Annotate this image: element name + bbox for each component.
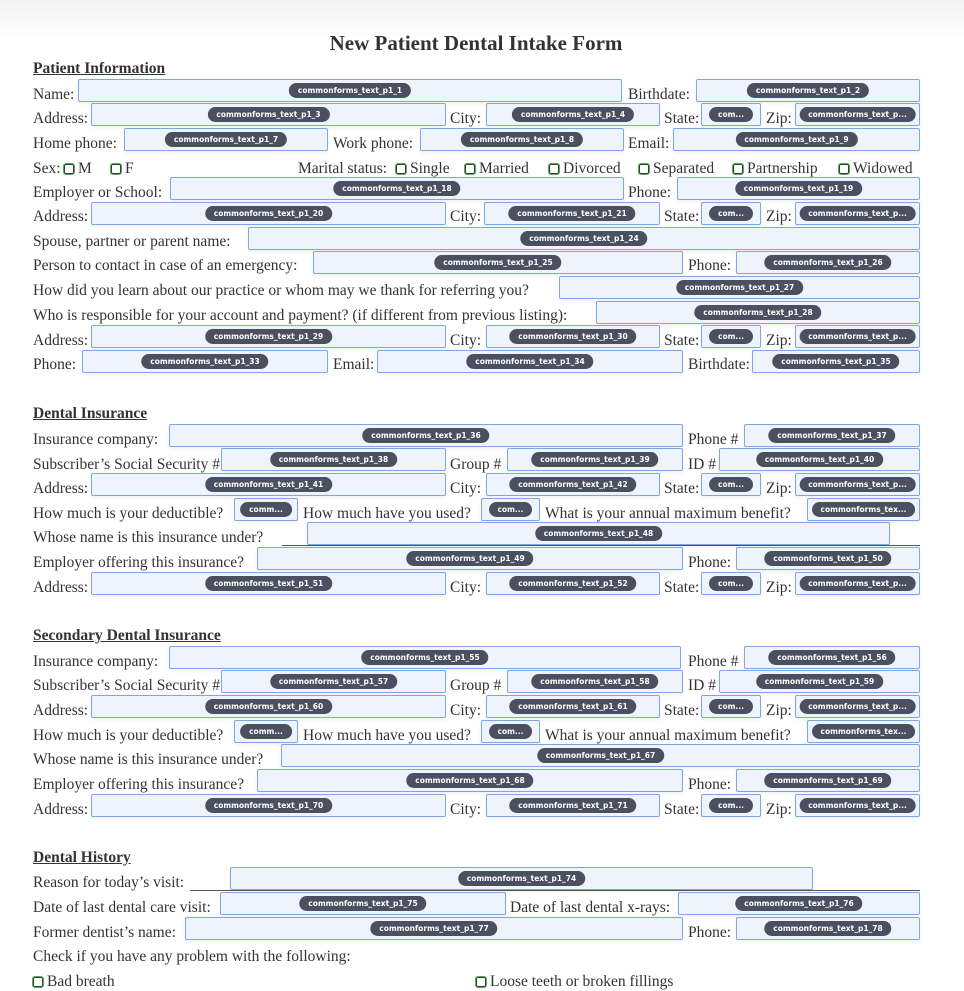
- field-tag: commonforms_text_p1_38: [270, 452, 397, 467]
- secondary-insured-name-field[interactable]: [281, 744, 920, 767]
- insurance-employer-address-field[interactable]: [91, 572, 446, 595]
- underline-rule: [282, 545, 920, 546]
- field-tag: commonforms_text_p...: [799, 206, 916, 221]
- field-tag: com...: [709, 798, 753, 813]
- employer-offering-label: Employer offering this insurance?: [33, 554, 245, 571]
- annual-max-label: What is your annual maximum benefit?: [545, 727, 791, 744]
- field-tag: com...: [709, 576, 753, 591]
- field-tag: com...: [709, 477, 753, 492]
- field-tag: commonforms_text_p1_78: [764, 921, 891, 936]
- spouse-field[interactable]: [248, 227, 920, 250]
- checkbox-icon[interactable]: [33, 977, 43, 987]
- insurance-company-label: Insurance company:: [33, 431, 159, 448]
- problem-option-bad-breath[interactable]: Bad breath: [33, 973, 115, 991]
- former-dentist-field[interactable]: [185, 917, 683, 940]
- name-field[interactable]: [78, 79, 622, 102]
- marital-option-divorced[interactable]: Divorced: [549, 160, 621, 178]
- employer-school-field[interactable]: [170, 177, 624, 200]
- insurance-city-field[interactable]: [486, 473, 660, 496]
- field-tag: commonforms_tex...: [812, 502, 916, 517]
- field-tag: commonforms_text_p1_3: [207, 107, 329, 122]
- field-tag: commonforms_text_p1_61: [509, 699, 636, 714]
- phone-hash-label: Phone #: [688, 431, 739, 448]
- problem-option-loose-teeth[interactable]: Loose teeth or broken fillings: [476, 973, 673, 991]
- reason-visit-label: Reason for today’s visit:: [33, 874, 185, 891]
- field-tag: commonforms_text_p1_19: [735, 181, 862, 196]
- zip-label: Zip:: [766, 332, 792, 349]
- insurance-employer-field[interactable]: [257, 547, 683, 570]
- field-tag: commonforms_text_p1_69: [764, 773, 891, 788]
- emergency-contact-field[interactable]: [313, 251, 683, 274]
- group-number-field[interactable]: [507, 448, 683, 471]
- employer-state-field[interactable]: [701, 202, 761, 225]
- field-tag: commonforms_text_p1_39: [531, 452, 658, 467]
- secondary-subscriber-ssn-field[interactable]: [221, 670, 446, 693]
- insurance-zip-field[interactable]: [795, 473, 920, 496]
- zip-label: Zip:: [766, 480, 792, 497]
- employer-phone-label: Phone:: [628, 184, 672, 201]
- patient-state-field[interactable]: [701, 103, 761, 126]
- sex-option-m[interactable]: M: [64, 160, 92, 178]
- field-tag: commonforms_text_p1_68: [406, 773, 533, 788]
- field-tag: commonforms_text_p1_25: [434, 255, 561, 270]
- sex-option-f[interactable]: F: [111, 160, 134, 178]
- birthdate-field[interactable]: [696, 79, 920, 102]
- checkbox-icon[interactable]: [476, 977, 486, 987]
- field-tag: com...: [709, 107, 753, 122]
- secondary-zip-field[interactable]: [795, 695, 920, 718]
- field-tag: commonforms_text_p1_58: [531, 674, 658, 689]
- former-dentist-phone-field[interactable]: [736, 917, 920, 940]
- address-label: Address:: [33, 702, 89, 719]
- state-label: State:: [664, 702, 700, 719]
- id-label: ID #: [688, 677, 716, 694]
- field-tag: commonforms_text_p1_24: [520, 231, 647, 246]
- field-tag: commonforms_text_p1_70: [205, 798, 332, 813]
- responsible-address-field[interactable]: [91, 325, 446, 348]
- field-tag: commonforms_text_p1_35: [772, 354, 899, 369]
- marital-option-married[interactable]: Married: [465, 160, 529, 178]
- city-label: City:: [450, 579, 482, 596]
- address-label: Address:: [33, 332, 89, 349]
- state-label: State:: [664, 208, 700, 225]
- insurance-company-field[interactable]: [169, 424, 683, 447]
- responsible-email-field[interactable]: [377, 350, 683, 373]
- insurance-employer-phone-field[interactable]: [736, 547, 920, 570]
- checkbox-icon[interactable]: [465, 164, 475, 174]
- state-label: State:: [664, 332, 700, 349]
- field-tag: commonforms_text_p1_75: [299, 896, 426, 911]
- address-label: Address:: [33, 208, 89, 225]
- secondary-employer-zip-field[interactable]: [795, 794, 920, 817]
- employer-city-field[interactable]: [484, 202, 660, 225]
- field-tag: commonforms_text_p1_20: [205, 206, 332, 221]
- field-tag: commonforms_text_p...: [799, 329, 916, 344]
- city-label: City:: [450, 332, 482, 349]
- section-dental-history: Dental History: [33, 849, 131, 866]
- employer-school-label: Employer or School:: [33, 184, 163, 201]
- responsible-party-field[interactable]: [596, 301, 920, 324]
- responsible-phone-field[interactable]: [82, 350, 328, 373]
- work-phone-label: Work phone:: [333, 135, 414, 152]
- emergency-phone-field[interactable]: [736, 251, 920, 274]
- marital-option-single[interactable]: Single: [396, 160, 450, 178]
- city-label: City:: [450, 208, 482, 225]
- secondary-annual-max-field[interactable]: [807, 720, 920, 743]
- birthdate-label: Birthdate:: [628, 86, 690, 103]
- responsible-zip-field[interactable]: [795, 325, 920, 348]
- field-tag: commonforms_text_p1_59: [756, 674, 883, 689]
- section-secondary-insurance: Secondary Dental Insurance: [33, 627, 221, 644]
- insurance-employer-city-field[interactable]: [486, 572, 660, 595]
- annual-max-field[interactable]: [807, 498, 920, 521]
- checkbox-icon[interactable]: [839, 164, 849, 174]
- emergency-phone-label: Phone:: [688, 257, 732, 274]
- secondary-insurance-company-field[interactable]: [169, 646, 681, 669]
- city-label: City:: [450, 702, 482, 719]
- patient-address-field[interactable]: [91, 103, 446, 126]
- address-label: Address:: [33, 801, 89, 818]
- field-tag: commonforms_text_p1_52: [509, 576, 636, 591]
- employer-phone-field[interactable]: [677, 177, 920, 200]
- group-label: Group #: [450, 456, 502, 473]
- id-label: ID #: [688, 456, 716, 473]
- employer-offering-label: Employer offering this insurance?: [33, 776, 245, 793]
- group-label: Group #: [450, 677, 502, 694]
- email-label: Email:: [333, 356, 375, 373]
- state-label: State:: [664, 801, 700, 818]
- field-tag: commonforms_text_p1_29: [205, 329, 332, 344]
- field-tag: commonforms_text_p1_8: [461, 132, 583, 147]
- last-xray-field[interactable]: [678, 892, 920, 915]
- name-label: Name:: [33, 86, 75, 103]
- id-number-field[interactable]: [719, 448, 920, 471]
- email-label: Email:: [628, 135, 670, 152]
- phone-hash-label: Phone #: [688, 653, 739, 670]
- secondary-insurance-phone-field[interactable]: [744, 646, 920, 669]
- check-problems-label: Check if you have any problem with the following:: [33, 948, 351, 965]
- field-tag: com...: [709, 329, 753, 344]
- used-label: How much have you used?: [303, 727, 471, 744]
- field-tag: commonforms_text_p...: [799, 798, 916, 813]
- insurance-employer-state-field[interactable]: [701, 572, 761, 595]
- section-dental-insurance: Dental Insurance: [33, 405, 148, 422]
- work-phone-field[interactable]: [420, 128, 624, 151]
- patient-zip-field[interactable]: [795, 103, 920, 126]
- form-title: New Patient Dental Intake Form: [329, 31, 623, 55]
- secondary-employer-field[interactable]: [257, 769, 683, 792]
- field-tag: commonforms_text_p1_41: [205, 477, 332, 492]
- responsible-city-field[interactable]: [486, 325, 660, 348]
- phone-label: Phone:: [688, 776, 732, 793]
- former-dentist-label: Former dentist’s name:: [33, 924, 176, 941]
- used-amount-field[interactable]: [481, 498, 540, 521]
- marital-option-widowed[interactable]: Widowed: [839, 160, 913, 178]
- phone-label: Phone:: [688, 924, 732, 941]
- state-label: State:: [664, 480, 700, 497]
- field-tag: com...: [489, 502, 533, 517]
- secondary-employer-phone-field[interactable]: [736, 769, 920, 792]
- field-tag: commonforms_text_p1_77: [370, 921, 497, 936]
- secondary-employer-city-field[interactable]: [486, 794, 660, 817]
- field-tag: commonforms_text_p1_74: [458, 871, 585, 886]
- secondary-deductible-field[interactable]: [234, 720, 298, 743]
- field-tag: comm...: [240, 724, 292, 739]
- state-label: State:: [664, 110, 700, 127]
- section-patient-information: Patient Information: [33, 60, 166, 77]
- field-tag: com...: [709, 206, 753, 221]
- insurance-company-label: Insurance company:: [33, 653, 159, 670]
- subscriber-ssn-label: Subscriber’s Social Security #: [33, 456, 220, 473]
- city-label: City:: [450, 801, 482, 818]
- field-tag: commonforms_text_p...: [799, 477, 916, 492]
- email-field[interactable]: [673, 128, 920, 151]
- field-tag: commonforms_text_p1_34: [466, 354, 593, 369]
- home-phone-label: Home phone:: [33, 135, 117, 152]
- city-label: City:: [450, 480, 482, 497]
- address-label: Address:: [33, 579, 89, 596]
- responsible-state-field[interactable]: [701, 325, 761, 348]
- insurance-address-field[interactable]: [91, 473, 446, 496]
- field-tag: commonforms_text_p1_37: [768, 428, 895, 443]
- field-tag: comm...: [240, 502, 292, 517]
- city-label: City:: [450, 110, 482, 127]
- field-tag: commonforms_text_p1_40: [756, 452, 883, 467]
- address-label: Address:: [33, 110, 89, 127]
- address-label: Address:: [33, 480, 89, 497]
- patient-city-field[interactable]: [486, 103, 660, 126]
- checkbox-icon[interactable]: [64, 164, 74, 174]
- subscriber-ssn-field[interactable]: [221, 448, 446, 471]
- last-xray-label: Date of last dental x-rays:: [510, 899, 671, 916]
- field-tag: commonforms_text_p1_55: [361, 650, 488, 665]
- field-tag: commonforms_text_p1_42: [509, 477, 636, 492]
- secondary-address-field[interactable]: [91, 695, 446, 718]
- zip-label: Zip:: [766, 110, 792, 127]
- deductible-field[interactable]: [234, 498, 298, 521]
- last-visit-field[interactable]: [220, 892, 506, 915]
- state-label: State:: [664, 579, 700, 596]
- deductible-label: How much is your deductible?: [33, 727, 224, 744]
- secondary-group-number-field[interactable]: [507, 670, 683, 693]
- field-tag: commonforms_text_p1_1: [289, 83, 411, 98]
- secondary-id-number-field[interactable]: [719, 670, 920, 693]
- checkbox-icon[interactable]: [396, 164, 406, 174]
- marital-status-label: Marital status:: [298, 160, 388, 177]
- secondary-state-field[interactable]: [701, 695, 761, 718]
- field-tag: commonforms_text_p1_76: [735, 896, 862, 911]
- field-tag: commonforms_text_p1_71: [509, 798, 636, 813]
- field-tag: commonforms_tex...: [812, 724, 916, 739]
- field-tag: commonforms_text_p1_9: [735, 132, 857, 147]
- field-tag: commonforms_text_p1_4: [512, 107, 634, 122]
- deductible-label: How much is your deductible?: [33, 505, 224, 522]
- annual-max-label: What is your annual maximum benefit?: [545, 505, 791, 522]
- field-tag: commonforms_text_p1_51: [205, 576, 332, 591]
- whose-name-label: Whose name is this insurance under?: [33, 529, 264, 546]
- secondary-employer-state-field[interactable]: [701, 794, 761, 817]
- field-tag: commonforms_text_p1_26: [764, 255, 891, 270]
- field-tag: commonforms_text_p1_49: [406, 551, 533, 566]
- referral-field[interactable]: [559, 276, 920, 299]
- field-tag: commonforms_text_p...: [799, 576, 916, 591]
- secondary-employer-address-field[interactable]: [91, 794, 446, 817]
- sex-label: Sex:: [33, 160, 61, 177]
- field-tag: commonforms_text_p1_56: [768, 650, 895, 665]
- field-tag: commonforms_text_p1_33: [141, 354, 268, 369]
- employer-zip-field[interactable]: [795, 202, 920, 225]
- referral-label: How did you learn about our practice or whom may we thank for referring you?: [33, 282, 529, 299]
- marital-option-separated[interactable]: Separated: [639, 160, 714, 178]
- checkbox-icon[interactable]: [549, 164, 559, 174]
- field-tag: commonforms_text_p1_2: [747, 83, 869, 98]
- checkbox-icon[interactable]: [111, 164, 121, 174]
- birthdate-label: Birthdate:: [688, 356, 750, 373]
- field-tag: commonforms_text_p1_60: [205, 699, 332, 714]
- field-tag: commonforms_text_p...: [799, 107, 916, 122]
- reason-visit-field[interactable]: [230, 867, 813, 890]
- secondary-city-field[interactable]: [486, 695, 660, 718]
- subscriber-ssn-label: Subscriber’s Social Security #: [33, 677, 220, 694]
- responsible-label: Who is responsible for your account and payment? (if different from previous listing):: [33, 307, 568, 324]
- field-tag: commonforms_text_p1_67: [537, 748, 664, 763]
- checkbox-icon[interactable]: [733, 164, 743, 174]
- zip-label: Zip:: [766, 702, 792, 719]
- phone-label: Phone:: [33, 356, 77, 373]
- field-tag: commonforms_text_p1_30: [509, 329, 636, 344]
- last-visit-label: Date of last dental care visit:: [33, 899, 211, 916]
- insured-name-field[interactable]: [307, 522, 890, 545]
- secondary-used-amount-field[interactable]: [481, 720, 540, 743]
- zip-label: Zip:: [766, 579, 792, 596]
- spouse-label: Spouse, partner or parent name:: [33, 233, 231, 250]
- insurance-employer-zip-field[interactable]: [795, 572, 920, 595]
- phone-label: Phone:: [688, 554, 732, 571]
- whose-name-label: Whose name is this insurance under?: [33, 751, 264, 768]
- checkbox-icon[interactable]: [639, 164, 649, 174]
- emergency-label: Person to contact in case of an emergency:: [33, 257, 298, 274]
- field-tag: com...: [709, 699, 753, 714]
- field-tag: commonforms_text_p1_7: [165, 132, 287, 147]
- insurance-state-field[interactable]: [701, 473, 761, 496]
- field-tag: commonforms_text_p1_28: [694, 305, 821, 320]
- responsible-birthdate-field[interactable]: [752, 350, 920, 373]
- marital-option-partnership[interactable]: Partnership: [733, 160, 818, 178]
- field-tag: commonforms_text_p1_27: [676, 280, 803, 295]
- field-tag: commonforms_text_p1_18: [333, 181, 460, 196]
- field-tag: commonforms_text_p...: [799, 699, 916, 714]
- employer-address-field[interactable]: [91, 202, 446, 225]
- zip-label: Zip:: [766, 208, 792, 225]
- field-tag: commonforms_text_p1_50: [764, 551, 891, 566]
- underline-rule: [190, 890, 920, 891]
- field-tag: commonforms_text_p1_36: [362, 428, 489, 443]
- used-label: How much have you used?: [303, 505, 471, 522]
- field-tag: com...: [489, 724, 533, 739]
- home-phone-field[interactable]: [124, 128, 328, 151]
- zip-label: Zip:: [766, 801, 792, 818]
- field-tag: commonforms_text_p1_48: [535, 526, 662, 541]
- field-tag: commonforms_text_p1_57: [270, 674, 397, 689]
- insurance-phone-field[interactable]: [744, 424, 920, 447]
- field-tag: commonforms_text_p1_21: [508, 206, 635, 221]
